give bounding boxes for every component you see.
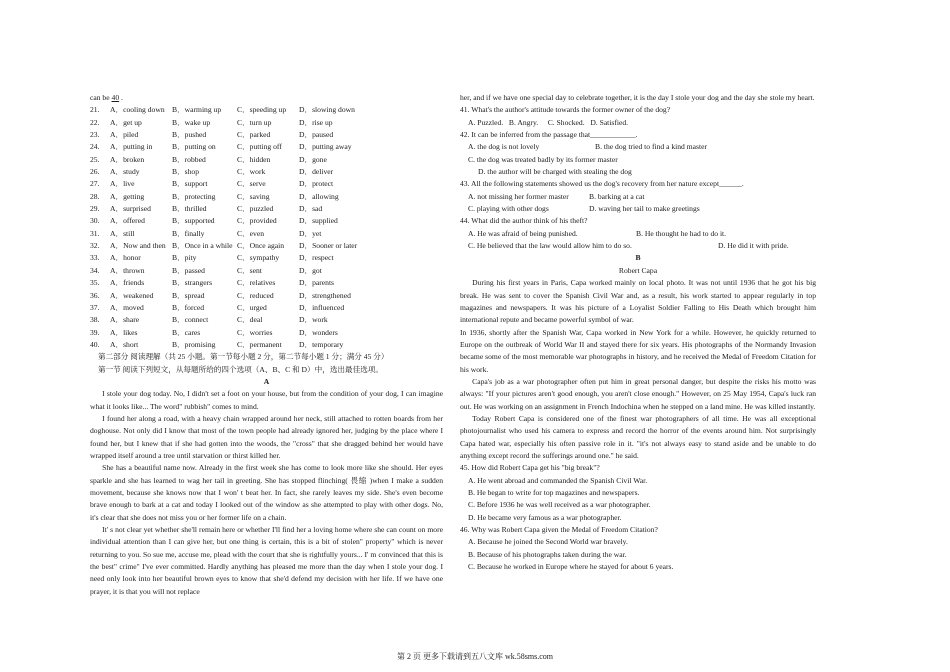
answer-option: D．Sooner or later [299, 241, 358, 251]
passage-a-continuation: her, and if we have one special day to celebrate together, it is the day I stole your dog and the day she stole my heart. [460, 93, 815, 102]
question-number: 34. [90, 265, 100, 275]
answer-option: A．putting in [110, 142, 153, 152]
cloze-question-row [90, 178, 443, 190]
answer-option: B．cares [172, 327, 201, 337]
answer-option: B．warming up [172, 105, 222, 115]
passage-b-label: B [635, 253, 641, 263]
answer-option: D．slowing down [299, 105, 355, 115]
question-43: 43. All the following statements showed us the dog's recovery from her nature except______. [460, 179, 744, 189]
blank-40: 40 [111, 93, 120, 102]
answer-option: A．weakened [110, 290, 154, 300]
answer-option: C．urged [237, 302, 267, 312]
answer-option: D．supplied [299, 216, 338, 226]
answer-option: B．support [172, 179, 208, 189]
answer-option: B．Once in a while [172, 241, 233, 251]
answer-option: C．deal [237, 315, 263, 325]
cloze-question-row [90, 203, 443, 215]
question-number: 32. [90, 241, 100, 251]
question-number: 37. [90, 302, 100, 312]
question-number: 29. [90, 204, 100, 214]
cloze-question-row [90, 240, 443, 252]
answer-option: A．moved [110, 302, 144, 312]
answer-option: C．permanent [237, 339, 282, 349]
question-number: 31. [90, 228, 100, 238]
question-46: 46. Why was Robert Capa given the Medal of Freedom Citation? [460, 525, 658, 535]
question-46-option: A. Because he joined the Second World war bravely. [468, 537, 628, 547]
answer-option: A．surprised [110, 204, 151, 214]
answer-option: D．deliver [299, 167, 334, 177]
passage-a-paragraph: She has a beautiful name now. Already in the first week she has come to look more like she should. Her eyes sparkle and she has learned to wag her tail in greeting. She has stopped flinching( 畏缩 )when I make a sudden movement, because she knows now that I won' t beat her. In fact, she rarely leaves my side. She's even become brave enough to bark at a cat and today I looked out of the window as she attempted to play with other dogs. No, it's clear that she does not miss you or her former life on a chain. [90, 463, 443, 522]
answer-option: B．connect [172, 315, 209, 325]
cloze-question-row [90, 327, 443, 339]
answer-option: C．serve [237, 179, 266, 189]
answer-option: D．strengthened [299, 290, 351, 300]
answer-option: A．study [110, 167, 140, 177]
question-number: 27. [90, 179, 100, 189]
answer-option: D．gone [299, 154, 327, 164]
answer-option: B．pity [172, 253, 197, 263]
answer-option: A．honor [110, 253, 141, 263]
passage-a-label: A [263, 376, 270, 386]
answer-option: B．passed [172, 265, 205, 275]
answer-option: C．saving [237, 191, 270, 201]
answer-option: C．sent [237, 265, 262, 275]
cloze-question-row [90, 117, 443, 129]
question-43-options-ab: A. not missing her former master B. barking at a cat [468, 191, 645, 201]
cloze-question-row [90, 228, 443, 240]
question-45-option: D. He became very famous as a war photographer. [468, 512, 622, 522]
answer-option: C．speeding up [237, 105, 287, 115]
question-41-options: A. Puzzled. B. Angry. C. Shocked. D. Satisfied. [468, 117, 629, 127]
answer-option: C．putting off [237, 142, 282, 152]
answer-option: D．sad [299, 204, 323, 214]
question-number: 28. [90, 191, 100, 201]
question-number: 25. [90, 154, 100, 164]
answer-option: B．wake up [172, 117, 211, 127]
answer-option: D．got [299, 265, 322, 275]
answer-option: D．parents [299, 278, 335, 288]
question-number: 23. [90, 130, 100, 140]
answer-option: B．pushed [172, 130, 207, 140]
question-number: 22. [90, 117, 100, 127]
question-45-option: C. Before 1936 he was well received as a war photographer. [468, 500, 651, 510]
passage-b-title: Robert Capa [618, 265, 658, 275]
question-44-options-ab: A. He was afraid of being punished. B. He thought he had to do it. [468, 228, 727, 238]
cloze-question-row [90, 166, 443, 178]
answer-option: C．puzzled [237, 204, 274, 214]
question-42-options-ab: A. the dog is not lovely B. the dog tried to find a kind master [468, 142, 707, 152]
question-44-options-cd: C. He believed that the law would allow him to do so. D. He did it with pride. [468, 241, 789, 251]
part2-heading: 第二部分 阅读理解（共 25 小题。第一节每小题 2 分，第二节每小题 1 分；满分 45 分） [98, 352, 389, 362]
question-46-option: C. Because he worked in Europe where he stayed for about 6 years. [468, 562, 674, 572]
answer-option: A．friends [110, 278, 145, 288]
question-number: 24. [90, 142, 100, 152]
answer-option: D．influenced [299, 302, 345, 312]
answer-option: A．get up [110, 117, 142, 127]
passage-a-paragraph: It' s not clear yet whether she'll remain here or whether I'll find her a loving home where she can count on more individual attention than I can give her, but one thing is certain, this is a bit of stolen" property" which is never returning to you. So sue me, accuse me, plead with the court that she is rightfully yours... I' m convinced that this is the best" crime" I've ever committed. Hardly anything has pleased me more than the day when I stole your dog. I need only look into her beautiful brown eyes to know that she'd defend my decision with her life. If we have one prayer, it is that you will not replace [90, 525, 443, 596]
cloze-question-row [90, 252, 443, 264]
passage-b-paragraph: In 1936, shortly after the Spanish War, Capa worked in New York for a while. However, he quickly returned to Europe on the outbreak of World War II and stayed there for six years. His photographs of the Normandy Invasion became some of the most memorable war photographs in history, and he received the Medal of Freedom Citation for his work. [460, 327, 816, 374]
answer-option: B．forced [172, 302, 205, 312]
cloze-question-row [90, 314, 443, 326]
answer-option: A．getting [110, 191, 145, 201]
answer-option: C．turn up [237, 117, 272, 127]
question-number: 40. [90, 339, 100, 349]
answer-option: B．putting on [172, 142, 216, 152]
answer-option: C．sympathy [237, 253, 280, 263]
answer-option: A．likes [110, 327, 138, 337]
part2-section1-instruction: 第一节 阅读下列短文，从每题所给的四个选项（A、B、C 和 D）中，选出最佳选项。 [98, 364, 383, 374]
answer-option: B．protecting [172, 191, 216, 201]
answer-option: D．allowing [299, 191, 339, 201]
left-column [90, 92, 443, 598]
question-41: 41. What's the author's attitude towards the former owner of the dog? [460, 105, 671, 115]
question-46-option: B. Because of his photographs taken during the war. [468, 549, 627, 559]
answer-option: A．piled [110, 130, 139, 140]
question-45: 45. How did Robert Capa get his "big break"? [460, 463, 600, 473]
answer-option: D．yet [299, 228, 322, 238]
answer-option: D．protect [299, 179, 334, 189]
question-number: 35. [90, 278, 100, 288]
passage-b-paragraph: During his first years in Paris, Capa worked mainly on local photo. It was not until 1936 that he got his big break. He was sent to cover the Spanish Civil War and, as a result, his work started to appear regularly in top magazines and newspapers. It was his picture of a Loyalist Soldier Falling to His Death which brought him international repute and became powerful symbol of war. [460, 278, 816, 325]
right-column [460, 92, 816, 573]
cloze-question-row [90, 104, 443, 116]
cloze-intro: can be 40 . [90, 93, 123, 102]
answer-option: C．work [237, 167, 266, 177]
answer-option: C．worries [237, 327, 273, 337]
answer-option: B．supported [172, 216, 215, 226]
answer-option: C．reduced [237, 290, 274, 300]
answer-option: A．cooling down [110, 105, 165, 115]
question-number: 30. [90, 216, 100, 226]
answer-option: A．broken [110, 154, 145, 164]
answer-option: C．Once again [237, 241, 285, 251]
answer-option: A．live [110, 179, 135, 189]
answer-option: B．shop [172, 167, 200, 177]
answer-option: A．thrown [110, 265, 145, 275]
cloze-question-row [90, 339, 443, 351]
question-43-options-cd: C. playing with other dogs D. waving her tail to make greetings [468, 204, 700, 214]
answer-option: C．even [237, 228, 264, 238]
answer-option: D．work [299, 315, 328, 325]
cloze-question-row [90, 141, 443, 153]
cloze-question-row [90, 265, 443, 277]
answer-option: D．temporary [299, 339, 344, 349]
cloze-question-row [90, 302, 443, 314]
answer-option: B．finally [172, 228, 205, 238]
cloze-options-list [90, 104, 443, 351]
passage-a-paragraph: I stole your dog today. No, I didn't set a foot on your house, but from the condition of your dog, I can imagine what it looks like... The word" rubbish" comes to mind. [90, 389, 443, 411]
answer-option: A．offered [110, 216, 145, 226]
answer-option: B．spread [172, 290, 205, 300]
cloze-question-row [90, 191, 443, 203]
cloze-question-row [90, 290, 443, 302]
answer-option: C．relatives [237, 278, 276, 288]
answer-option: A．share [110, 315, 140, 325]
question-number: 26. [90, 167, 100, 177]
question-number: 33. [90, 253, 100, 263]
answer-option: C．hidden [237, 154, 271, 164]
question-42-option-c: C. the dog was treated badly by its former master [468, 154, 618, 164]
question-42: 42. It can be inferred from the passage that____________. [460, 130, 638, 140]
page-footer: 第 2 页 更多下载请到五八文库 wk.58sms.com [397, 652, 553, 661]
answer-option: A．still [110, 228, 135, 238]
answer-option: B．strangers [172, 278, 213, 288]
answer-option: A．Now and then [110, 241, 166, 251]
answer-option: D．wonders [299, 327, 338, 337]
question-number: 39. [90, 327, 100, 337]
cloze-question-row [90, 215, 443, 227]
cloze-question-row [90, 129, 443, 141]
question-number: 38. [90, 315, 100, 325]
answer-option: D．paused [299, 130, 334, 140]
question-number: 36. [90, 290, 100, 300]
answer-option: D．rise up [299, 117, 333, 127]
passage-b-paragraph: Today Robert Capa is considered one of the finest war photographers of all time. He was all exceptional photojournalist who used his camera to express and record the horror of the events around him. Not surprisingly Capa hated war, especially his often passive role in it. "it's not always easy to stand aside and be unable to do anything except record the sufferings around one." he said. [460, 413, 816, 460]
answer-option: B．promising [172, 339, 216, 349]
question-42-option-d: D. the author will be charged with stealing the dog [478, 167, 632, 177]
question-45-option: A. He went abroad and commanded the Spanish Civil War. [468, 475, 648, 485]
cloze-question-row [90, 277, 443, 289]
answer-option: C．provided [237, 216, 277, 226]
passage-b-paragraph: Capa's job as a war photographer often put him in great personal danger, but despite the risks his motto was always: "If your pictures aren't good enough, you aren't close enough." However, on 25 May 1954, Capa's luck ran out. He was working on an assignment in French Indochina when he stepped on a land mine. He was killed instantly. [460, 376, 816, 411]
answer-option: D．respect [299, 253, 334, 263]
answer-option: B．thrilled [172, 204, 207, 214]
question-number: 21. [90, 105, 100, 115]
cloze-question-row [90, 154, 443, 166]
passage-a-paragraph: I found her along a road, with a heavy chain wrapped around her neck, still attached to rotten boards from her doghouse. Not only did I know that most of the town people had already ignored her, judging by the place where I found her, but I knew that if she had gotten into the woods, the "cross" that she dragged behind her would have wrapped itself around a tree until starvation or thirst killed her. [90, 413, 443, 460]
answer-option: D．putting away [299, 142, 352, 152]
question-44: 44. What did the author think of his theft? [460, 216, 588, 226]
answer-option: C．parked [237, 130, 271, 140]
answer-option: B．robbed [172, 154, 206, 164]
question-45-option: B. He began to write for top magazines and newspapers. [468, 488, 640, 497]
answer-option: A．short [110, 339, 139, 349]
